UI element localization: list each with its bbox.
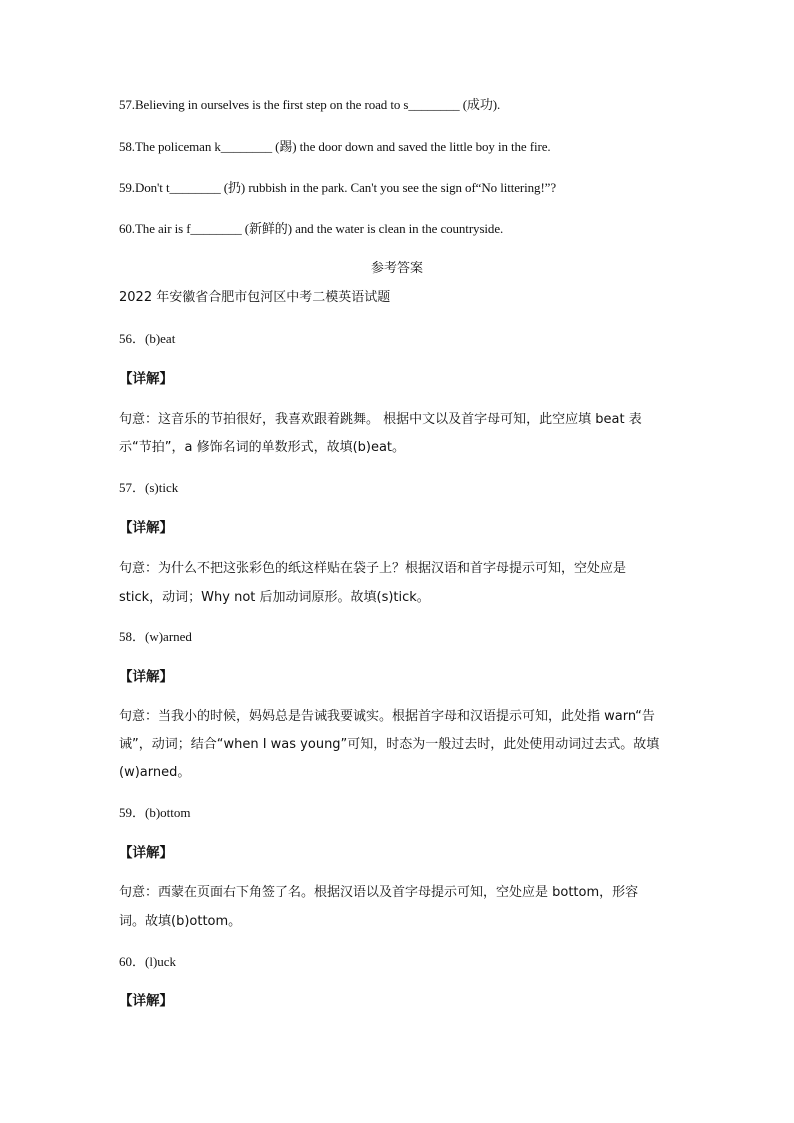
explanation-59-line-1: 句意：西蒙在页面右下角签了名。根据汉语以及首字母提示可知，空处应是 bottom，形容 bbox=[119, 885, 639, 900]
answer-57: 57．(s)tick bbox=[119, 480, 179, 495]
explanation-57-line-2: stick，动词；Why not 后加动词原形。故填(s)tick。 bbox=[119, 590, 430, 605]
answer-59: 59．(b)ottom bbox=[119, 805, 191, 820]
question-57: 57.Believing in ourselves is the first step on the road to s________ (成功). bbox=[119, 97, 501, 112]
question-60: 60.The air is f________ (新鲜的) and the water is clean in the countryside. bbox=[119, 221, 504, 236]
answer-key-title: 参考答案 bbox=[370, 261, 423, 276]
detail-label-58: 【详解】 bbox=[119, 669, 173, 685]
explanation-59-line-2: 词。故填(b)ottom。 bbox=[119, 914, 242, 929]
exam-title: 2022 年安徽省合肥市包河区中考二模英语试题 bbox=[119, 290, 391, 305]
explanation-57-line-1: 句意：为什么不把这张彩色的纸这样贴在袋子上？根据汉语和首字母提示可知，空处应是 bbox=[119, 561, 627, 576]
detail-label-57: 【详解】 bbox=[119, 520, 173, 536]
detail-label-60: 【详解】 bbox=[119, 993, 173, 1009]
answer-56: 56．(b)eat bbox=[119, 331, 176, 346]
detail-label-56: 【详解】 bbox=[119, 371, 173, 387]
answer-60: 60．(l)uck bbox=[119, 954, 177, 969]
explanation-56-line-1: 句意：这音乐的节拍很好，我喜欢跟着跳舞。 根据中文以及首字母可知，此空应填 beat 表 bbox=[119, 412, 642, 427]
question-59: 59.Don't t________ (扔) rubbish in the park. Can't you see the sign of“No littering!”? bbox=[119, 180, 557, 195]
question-58: 58.The policeman k________ (踢) the door down and saved the little boy in the fire. bbox=[119, 139, 551, 154]
answer-58: 58．(w)arned bbox=[119, 629, 192, 644]
detail-label-59: 【详解】 bbox=[119, 845, 173, 861]
explanation-58-line-2: 诫”，动词；结合“when I was young”可知，时态为一般过去时，此处使用动词过去式。故填 bbox=[119, 737, 660, 752]
explanation-56-line-2: 示“节拍”，a 修饰名词的单数形式，故填(b)eat。 bbox=[119, 440, 406, 455]
explanation-58-line-3: (w)arned。 bbox=[119, 765, 191, 780]
explanation-58-line-1: 句意：当我小的时候，妈妈总是告诫我要诚实。根据首字母和汉语提示可知，此处指 warn“告 bbox=[119, 709, 655, 724]
